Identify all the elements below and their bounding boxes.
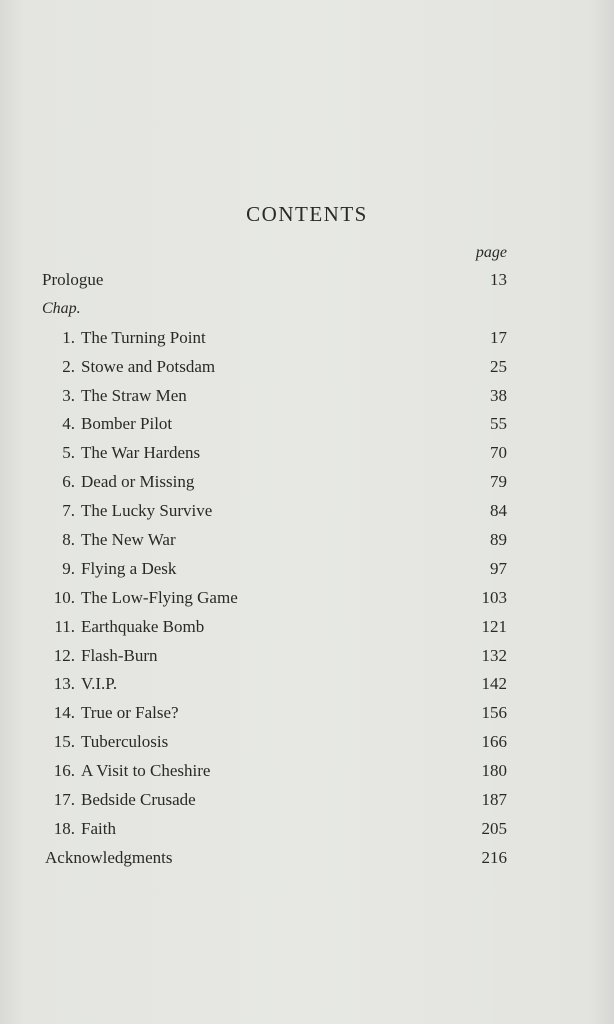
- chapter-title: V.I.P.: [81, 674, 118, 694]
- toc-entry-label: [47, 555, 176, 584]
- toc-entry-chapter: [0, 815, 614, 844]
- toc-entry-label: [47, 613, 204, 642]
- chapter-title: Flying a Desk: [81, 558, 177, 578]
- chapter-number: 4.: [62, 414, 75, 434]
- chapter-label: Chap.: [42, 299, 81, 317]
- toc-entry-chapter: [0, 699, 614, 728]
- toc-entry-page: 132: [481, 645, 507, 665]
- toc-entry-label: [47, 497, 212, 526]
- chapter-number: 13.: [53, 674, 75, 694]
- toc-entry-label: [47, 728, 168, 757]
- chapter-title: Earthquake Bomb: [81, 616, 205, 636]
- chapter-title: The Lucky Survive: [81, 501, 213, 521]
- toc-entry-page: 84: [490, 501, 507, 521]
- toc-entry-acknowledgments: [0, 844, 614, 873]
- toc-entry-label: [47, 584, 238, 613]
- toc-entry-page: 89: [490, 530, 507, 550]
- chapter-number: 3.: [62, 385, 75, 405]
- chapter-number: 12.: [53, 645, 75, 665]
- chapter-list: [0, 324, 614, 844]
- toc-entry-label: [47, 757, 210, 786]
- toc-entry-label: [47, 815, 116, 844]
- chapter-number: 1.: [62, 327, 75, 347]
- toc-entry-label: [47, 353, 215, 382]
- toc-entry-page: 156: [481, 703, 507, 723]
- toc-entry-page: 17: [490, 327, 507, 347]
- toc-entry-chapter: [0, 728, 614, 757]
- toc-entry-chapter: [0, 497, 614, 526]
- chapter-number: 18.: [53, 818, 75, 838]
- chapter-number: 16.: [53, 761, 75, 781]
- toc-entry-page: 187: [481, 790, 507, 810]
- contents-heading: CONTENTS: [246, 202, 368, 226]
- toc-entry-page: 121: [481, 616, 507, 636]
- toc-entry-chapter: [0, 584, 614, 613]
- toc-entry-page: 166: [481, 732, 507, 752]
- chapter-number: 8.: [62, 530, 75, 550]
- toc-entry-chapter: [0, 353, 614, 382]
- toc-entry-chapter: [0, 526, 614, 555]
- toc-entry-title: Acknowledgments: [45, 847, 173, 867]
- chapter-title: True or False?: [81, 703, 179, 723]
- toc-entry-page: 142: [481, 674, 507, 694]
- chapter-title: Tuberculosis: [81, 732, 169, 752]
- page-column-label: page: [475, 244, 507, 261]
- toc-entry-prologue: [0, 266, 614, 295]
- chapter-number: 10.: [53, 587, 75, 607]
- chapter-title: Flash-Burn: [81, 645, 158, 665]
- toc-entry-title: Prologue: [42, 270, 104, 289]
- toc-entry-chapter: [0, 468, 614, 497]
- chapter-title: The Low-Flying Game: [81, 587, 238, 607]
- toc-entry-page: 216: [481, 847, 507, 867]
- chapter-title: Bedside Crusade: [81, 790, 196, 810]
- toc-entry-page: 70: [490, 443, 507, 463]
- toc-entry-chapter: [0, 613, 614, 642]
- toc-entry-label: [47, 468, 194, 497]
- toc-entry-page: 79: [490, 472, 507, 492]
- chapter-label-row: [0, 295, 614, 324]
- chapter-number: 2.: [62, 356, 75, 376]
- toc-entry-label: [47, 642, 158, 671]
- toc-entry-page: 13: [490, 270, 507, 289]
- chapter-title: Bomber Pilot: [81, 414, 173, 434]
- chapter-number: 7.: [62, 501, 75, 521]
- chapter-number: 17.: [53, 790, 75, 810]
- chapter-title: The Straw Men: [81, 385, 187, 405]
- chapter-title: Dead or Missing: [81, 472, 195, 492]
- chapter-title: The New War: [81, 530, 176, 550]
- toc-entry-page: 38: [490, 385, 507, 405]
- chapter-number: 14.: [53, 703, 75, 723]
- toc-entry-page: 180: [481, 761, 507, 781]
- toc-entry-chapter: [0, 439, 614, 468]
- chapter-number: 15.: [53, 732, 75, 752]
- toc-entry-label: [47, 670, 117, 699]
- chapter-title: Faith: [81, 818, 116, 838]
- chapter-title: Stowe and Potsdam: [81, 356, 216, 376]
- toc-entry-page: 25: [490, 356, 507, 376]
- toc-entry-label: [47, 786, 196, 815]
- toc-entry-chapter: [0, 757, 614, 786]
- chapter-number: 9.: [62, 558, 75, 578]
- toc-entry-label: [47, 699, 179, 728]
- toc-entry-page: 97: [490, 558, 507, 578]
- toc-entry-label: [47, 382, 187, 411]
- chapter-number: 6.: [62, 472, 75, 492]
- toc-entry-chapter: [0, 324, 614, 353]
- toc-entry-chapter: [0, 786, 614, 815]
- toc-entry-page: 205: [481, 818, 507, 838]
- toc-entry-label: [47, 410, 172, 439]
- chapter-title: A Visit to Cheshire: [81, 761, 211, 781]
- toc-entry-chapter: [0, 382, 614, 411]
- toc-entry-chapter: [0, 670, 614, 699]
- chapter-title: The Turning Point: [81, 327, 206, 347]
- chapter-number: 11.: [54, 616, 75, 636]
- toc-entry-chapter: [0, 642, 614, 671]
- toc-entry-label: [47, 439, 200, 468]
- toc-entry-chapter: [0, 410, 614, 439]
- toc-entry-label: [47, 324, 206, 353]
- toc-entry-page: 55: [490, 414, 507, 434]
- toc-entry-chapter: [0, 555, 614, 584]
- toc-entry-page: 103: [481, 587, 507, 607]
- toc-entry-label: [47, 526, 176, 555]
- chapter-number: 5.: [62, 443, 75, 463]
- chapter-title: The War Hardens: [81, 443, 201, 463]
- contents-list: [0, 266, 614, 873]
